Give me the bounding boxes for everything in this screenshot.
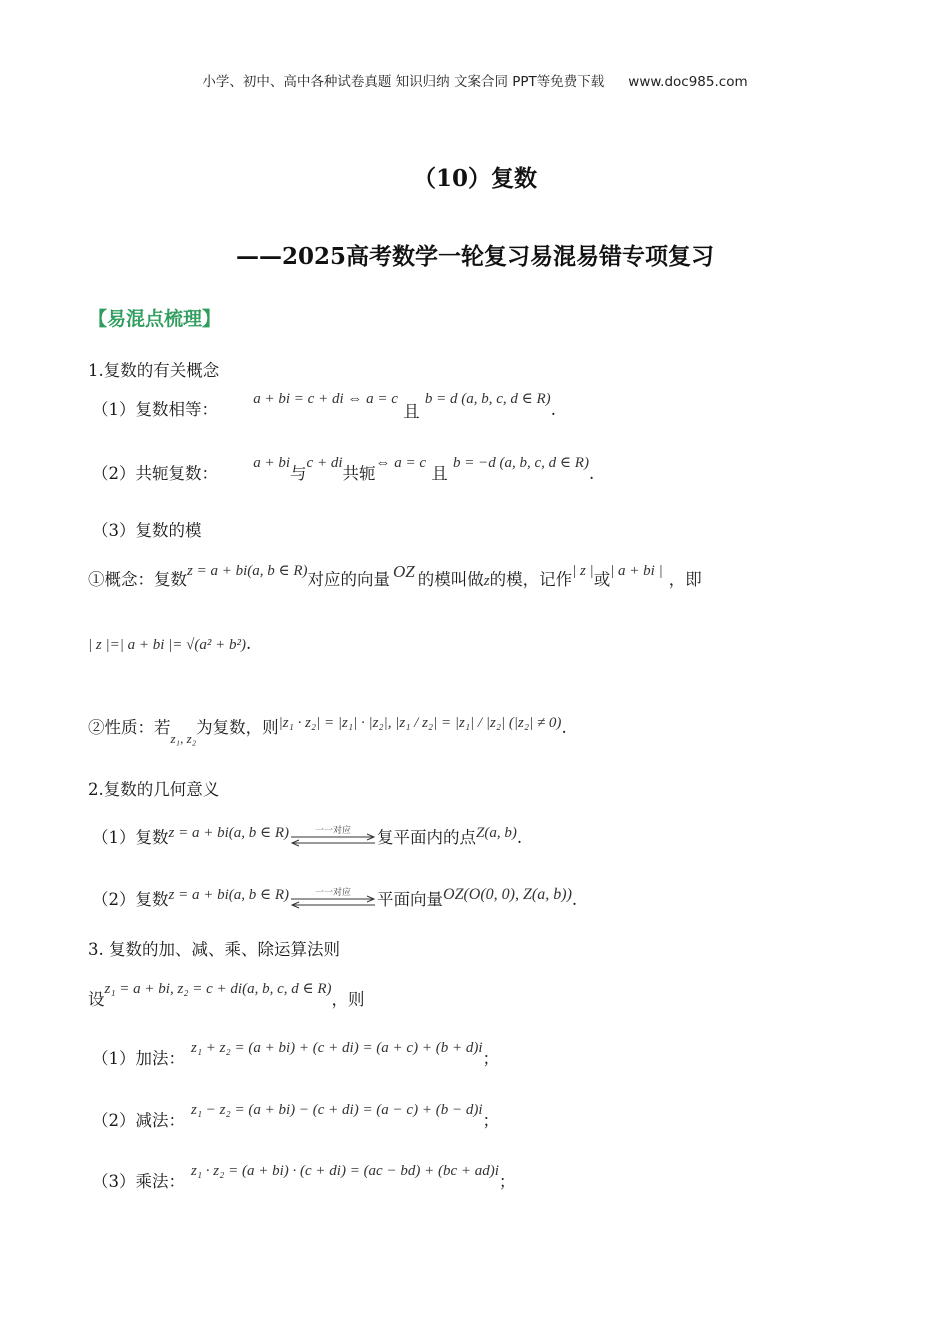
s1-i1-and: 且: [403, 402, 420, 421]
s1-i2-conj: 共轭: [342, 464, 376, 483]
s3-sub-label: （2）减法：: [92, 1111, 185, 1130]
s2-heading: 2.复数的几何意义: [88, 780, 220, 799]
page-header: [0, 70, 950, 90]
s3-add-f: z₁ + z₂ = (a + bi) + (c + di) = (a + c) + (b + d)i: [191, 1040, 483, 1056]
s1-c-f3: | z |: [572, 563, 594, 579]
one-to-one-arrow-1: [289, 825, 377, 849]
s2-i2-f2: OZ(O(0, 0), Z(a, b)): [443, 886, 572, 903]
s2-item-vector: [92, 886, 577, 911]
s2-i1-label: （1）复数: [92, 828, 169, 847]
s1-c-label: ①概念：复数: [88, 570, 187, 589]
s3-heading: 3. 复数的加、减、乘、除运算法则: [88, 940, 340, 959]
s1-c-t4: ，即: [668, 570, 702, 589]
s1-heading: 1.复数的有关概念: [88, 361, 220, 380]
s1-c-f4: | a + bi |: [610, 563, 663, 579]
s1-i2-and: 且: [431, 464, 448, 483]
s3-add-end: ；: [482, 1049, 499, 1068]
s1-i3-label: （3）复数的模: [92, 521, 202, 540]
s3-set-t: ，则: [331, 990, 365, 1009]
s2-i1-t: 复平面内的点: [377, 828, 477, 847]
s1-i2-with: 与: [290, 464, 307, 483]
s1-c-f2: OZ: [393, 562, 415, 581]
s2-i2-end: .: [571, 890, 578, 909]
s1-p-f2: |z₁ · z₂| = |z₁| · |z₂|, |z₁ / z₂| = |z₁| / |z₂| (|z₂| ≠ 0): [278, 715, 562, 731]
s1-c-z: z: [483, 573, 490, 589]
s2-i2-label: （2）复数: [92, 890, 169, 909]
document-subtitle: ——2025高考数学一轮复习易混易错专项复习: [235, 243, 714, 270]
arrow-label-2: 一一对应: [315, 887, 352, 898]
document-title: （10）复数: [412, 165, 537, 192]
s3-mul-label: （3）乘法：: [92, 1172, 185, 1191]
s3-mul-end: ；: [498, 1172, 516, 1191]
s1-i2-f4: b = −d (a, b, c, d ∈ R): [453, 455, 589, 471]
s1-concept-formula: [88, 634, 251, 654]
s1-i2-label: （2）共轭复数：: [92, 464, 218, 483]
s1-c-t1: 对应的向量: [307, 570, 391, 589]
s1-i1-label: （1）复数相等：: [92, 400, 218, 419]
s1-p-label: ②性质：若: [88, 718, 171, 737]
s1-i2-f1: a + bi: [253, 455, 291, 471]
s3-sub-end: ；: [482, 1111, 499, 1130]
s1-p-end: .: [561, 718, 567, 737]
s3-subtraction: [92, 1102, 499, 1131]
s3-set-label: 设: [88, 990, 105, 1009]
s1-item-equality: [92, 391, 556, 421]
s1-i2-end: .: [588, 464, 595, 483]
s1-c-t2: 的模叫做: [417, 570, 484, 589]
s1-c-f5: | z |=| a + bi |= √(a² + b²): [88, 637, 246, 653]
s1-i1-formula: a + bi = c + di ⇔ a = c: [253, 391, 398, 407]
s3-setup: [88, 981, 365, 1010]
s2-i1-f2: Z(a, b): [476, 825, 517, 841]
s1-property: [88, 714, 567, 746]
s1-i2-f2: c + di: [306, 455, 343, 471]
s1-c-f1: z = a + bi(a, b ∈ R): [187, 563, 308, 579]
s1-c-t3: 的模，记作: [489, 570, 573, 589]
s1-i2-f3: ⇔ a = c: [375, 455, 427, 471]
s1-i1-formula2: b = d (a, b, c, d ∈ R): [424, 391, 551, 407]
s1-concept: [88, 562, 702, 590]
s3-multiplication: [92, 1163, 516, 1192]
header-text: 小学、初中、高中各种试卷真题 知识归纳 文案合同 PPT等免费下载: [202, 74, 605, 90]
s1-c-or: 或: [593, 570, 611, 589]
section-label: 【易混点梳理】: [88, 308, 222, 330]
s1-p-f1: z₁, z₂: [170, 731, 197, 746]
s3-mul-f: z₁ · z₂ = (a + bi) · (c + di) = (ac − bd) + (bc + ad)i: [191, 1163, 499, 1179]
s3-sub-f: z₁ − z₂ = (a + bi) − (c + di) = (a − c) + (b − d)i: [191, 1102, 483, 1118]
s2-i2-f: z = a + bi(a, b ∈ R): [168, 887, 290, 903]
s3-set-f: z₁ = a + bi, z₂ = c + di(a, b, c, d ∈ R): [104, 981, 332, 997]
s1-i1-end: .: [550, 400, 556, 419]
s2-i1-f: z = a + bi(a, b ∈ R): [168, 825, 290, 841]
s2-i2-t: 平面向量: [377, 890, 444, 909]
s1-p-t1: 为复数，则: [196, 718, 279, 737]
s3-addition: [92, 1040, 499, 1069]
s3-add-label: （1）加法：: [92, 1049, 185, 1068]
s2-i1-end: .: [516, 828, 523, 847]
s2-item-point: [92, 824, 522, 849]
one-to-one-arrow-2: [289, 887, 377, 911]
header-site-link[interactable]: www.doc985.com: [628, 74, 748, 90]
s1-c-end: .: [245, 634, 252, 653]
s1-item-conjugate: [92, 455, 595, 484]
arrow-label-1: 一一对应: [315, 825, 352, 836]
